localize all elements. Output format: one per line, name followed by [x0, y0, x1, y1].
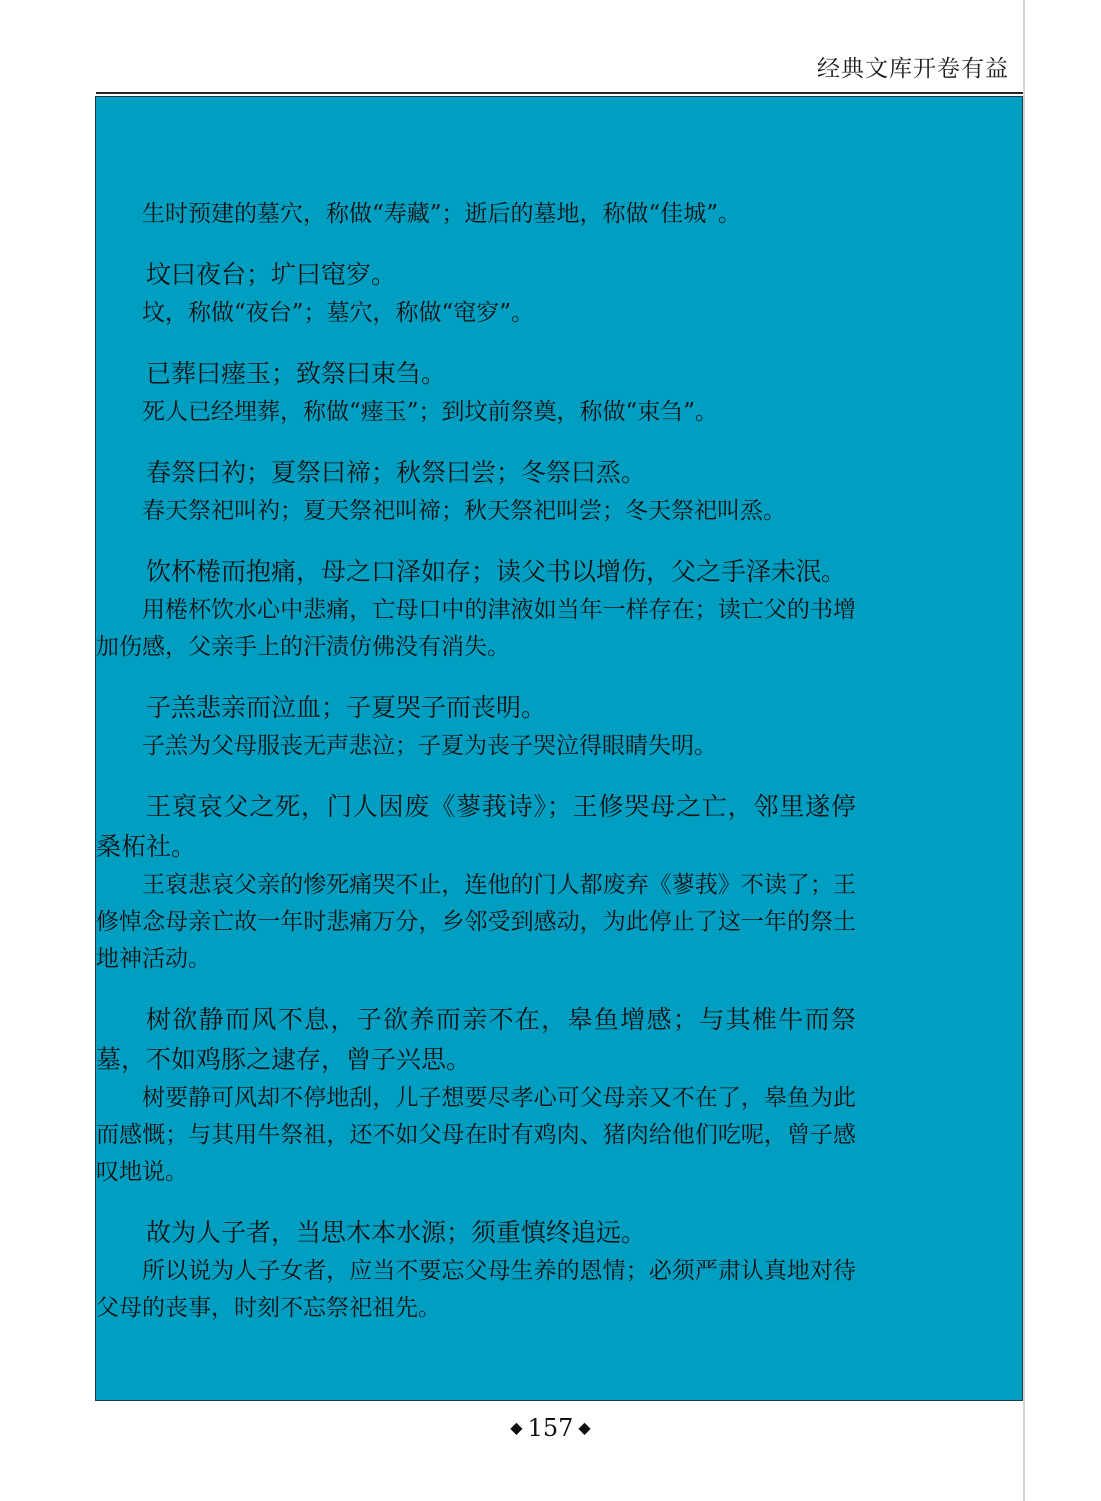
entry-original: 春祭曰礿；夏祭曰禘；秋祭曰尝；冬祭曰烝。 — [146, 458, 647, 487]
entry-translation: 所以说为人子女者，应当不要忘父母生养的恩情；必须严肃认真地对待父母的丧事，时刻不忘祭祀祖先。 — [96, 1258, 856, 1321]
entry-translation: 生时预建的墓穴，称做“寿藏”；逝后的墓地，称做“佳城”。 — [142, 201, 742, 227]
entry-translation: 王裒悲哀父亲的惨死痛哭不止，连他的门人都废弃《蓼莪》不读了；王修悼念母亲亡故一年时悲痛万分，乡邻受到感动，为此停止了这一年的祭土地神活动。 — [96, 872, 856, 972]
entry-4 — [96, 453, 856, 530]
diamond-icon: ◆ — [578, 1418, 591, 1437]
page-edge-line — [1023, 0, 1025, 1501]
running-header: 经典文库开卷有益 — [817, 56, 1009, 82]
entry-translation: 春天祭祀叫礿；夏天祭祀叫禘；秋天祭祀叫尝；冬天祭祀叫烝。 — [142, 498, 786, 524]
entry-original: 树欲静而风不息，子欲养而亲不在，皋鱼增感；与其椎牛而祭墓，不如鸡豚之逮存，曾子兴思。 — [96, 1005, 856, 1074]
entry-original: 已葬曰瘗玉；致祭曰束刍。 — [146, 359, 447, 388]
page-number-value: 157 — [527, 1414, 574, 1442]
entry-6 — [96, 688, 856, 765]
entry-original: 子羔悲亲而泣血；子夏哭子而丧明。 — [146, 693, 547, 722]
entry-translation: 用棬杯饮水心中悲痛，亡母口中的津液如当年一样存在；读亡父的书增加伤感，父亲手上的汗渍仿佛没有消失。 — [96, 597, 856, 660]
entry-original: 饮杯棬而抱痛，母之口泽如存；读父书以增伤，父之手泽未泯。 — [146, 557, 847, 586]
entry-translation: 死人已经埋葬，称做“瘗玉”；到坟前祭奠，称做“束刍”。 — [142, 399, 719, 425]
header-rule — [96, 92, 1023, 94]
entry-1 — [96, 196, 856, 233]
entry-original: 王裒哀父之死，门人因废《蓼莪诗》；王修哭母之亡，邻里遂停桑柘社。 — [96, 792, 856, 861]
page-number — [0, 1414, 1101, 1442]
entry-translation: 子羔为父母服丧无声悲泣；子夏为丧子哭泣得眼睛失明。 — [142, 733, 717, 759]
entry-3 — [96, 354, 856, 431]
entry-7 — [96, 787, 856, 978]
text-column — [96, 102, 856, 1349]
entry-8 — [96, 1000, 856, 1191]
entry-translation: 树要静可风却不停地刮，儿子想要尽孝心可父母亲又不在了，皋鱼为此而感慨；与其用牛祭祖，还不如父母在时有鸡肉、猪肉给他们吃呢，曾子感叹地说。 — [96, 1085, 856, 1185]
entry-5 — [96, 552, 856, 666]
entry-original: 坟曰夜台；圹曰窀穸。 — [146, 260, 397, 289]
entry-9 — [96, 1213, 856, 1327]
entry-original: 故为人子者，当思木本水源；须重慎终追远。 — [146, 1218, 647, 1247]
entry-2 — [96, 255, 856, 332]
diamond-icon: ◆ — [510, 1418, 523, 1437]
entry-translation: 坟，称做“夜台”；墓穴，称做“窀穸”。 — [142, 300, 535, 326]
